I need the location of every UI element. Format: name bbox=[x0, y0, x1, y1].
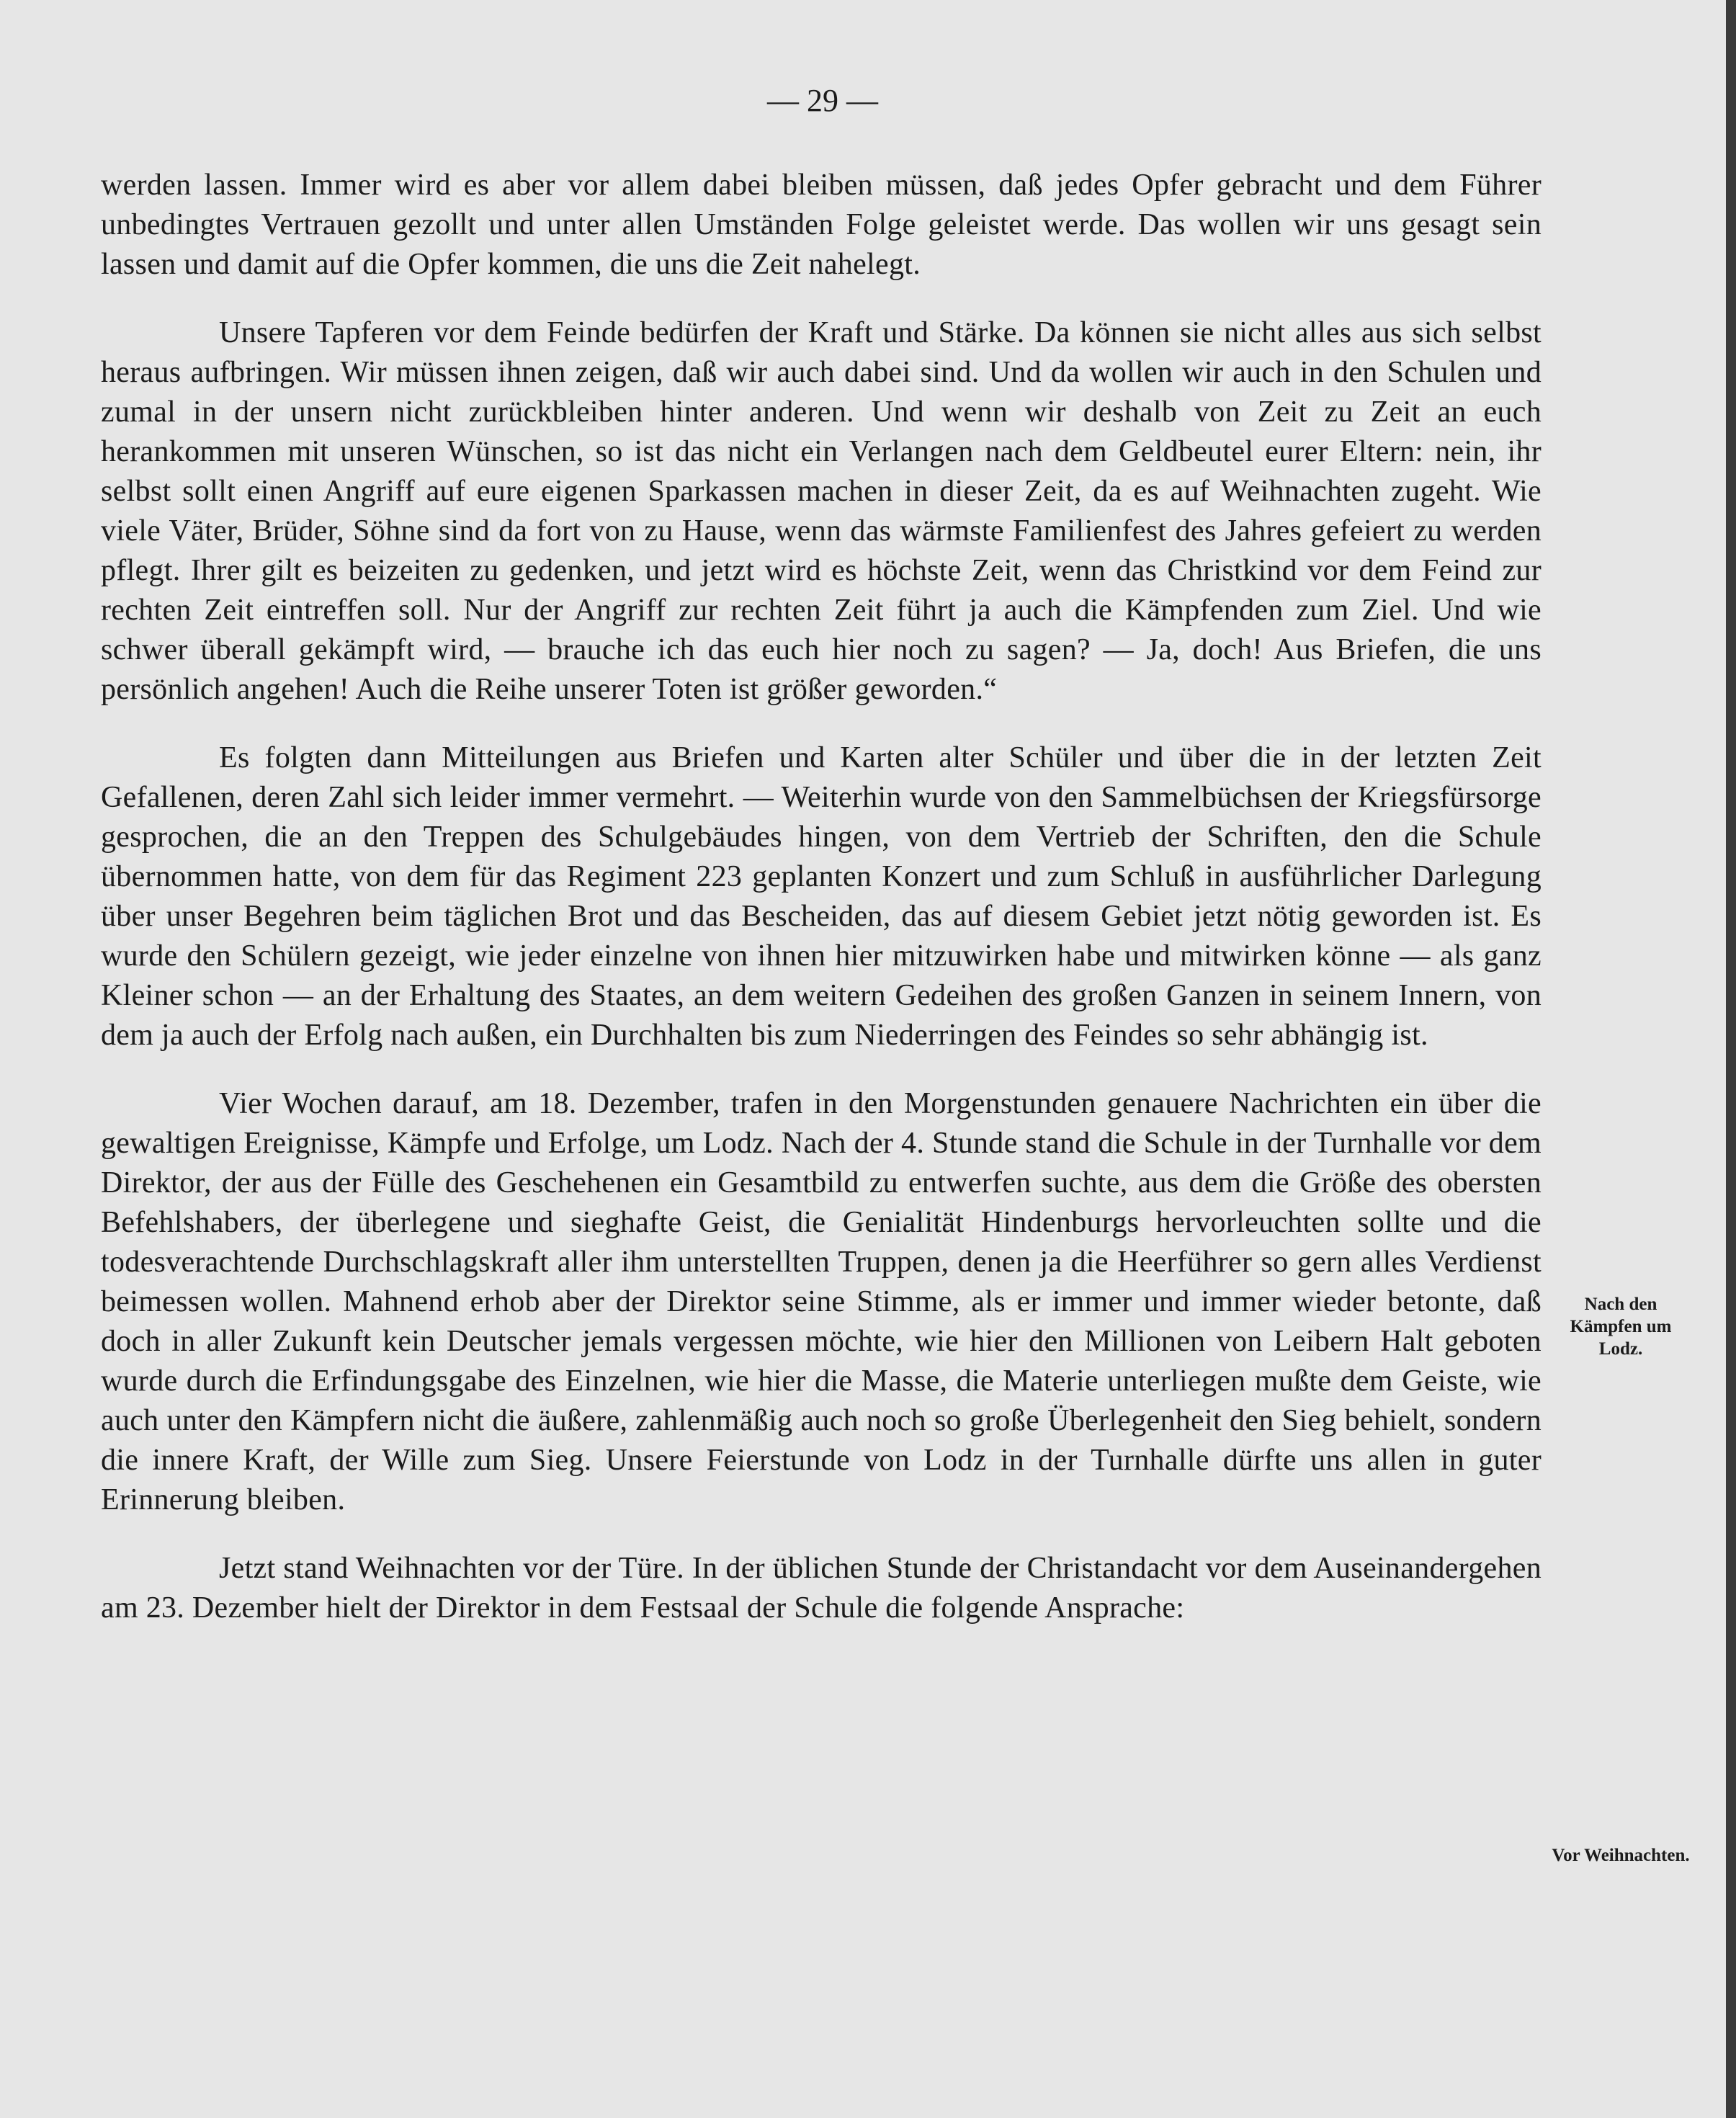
paragraph-1: werden lassen. Immer wird es aber vor allem dabei bleiben müssen, daß jedes Opfer gebracht und dem Führer unbedingtes Vertrauen gezollt und unter allen Umständen Folge geleistet werde. Das wollen wir uns gesagt sein lassen und damit auf die Opfer kommen, die uns die Zeit nahelegt. bbox=[101, 169, 1542, 281]
margin-note-lodz: Nach den Kämpfen um Lodz. bbox=[1570, 1295, 1672, 1359]
page-number: — 29 — bbox=[767, 83, 878, 118]
paragraph-4: Vier Wochen darauf, am 18. Dezember, trafen in den Morgenstunden genauere Nachrichten ein über die gewaltigen Ereignisse, Kämpfe und Erfolge, um Lodz. Nach der 4. Stunde stand die Schule in der Turnhalle vor dem Direktor, der aus der Fülle des Geschehenen ein Gesamtbild zu entwerfen suchte, aus dem die Größe des obersten Befehlshabers, der überlegene und sieghafte Geist, die Genialität Hindenburgs hervorleuchten sollte und die todesverachtende Durchschlagskraft aller ihm unterstellten Truppen, denen ja die Heerführer so gern alles Verdienst beimessen wollen. Mahnend erhob aber der Direktor seine Stimme, als er immer und immer wieder betonte, daß doch in aller Zukunft kein Deutscher jemals vergessen möchte, wie hier den Millionen von Leibern Halt geboten wurde durch die Erfindungsgabe des Einzelnen, wie hier die Masse, die Materie unterliegen mußte dem Geiste, wie auch unter den Kämpfern nicht die äußere, zahlenmäßig auch noch so große Überlegenheit den Sieg behielt, sondern die innere Kraft, der Wille zum Sieg. Unsere Feierstunde von Lodz in der Turnhalle dürfte uns allen in guter Erinnerung bleiben. bbox=[101, 1087, 1542, 1516]
paragraph-5: Jetzt stand Weihnachten vor der Türe. In der üblichen Stunde der Christandacht vor dem Auseinandergehen am 23. Dezember hielt der Direktor in dem Festsaal der Schule die folgende Ansprache: bbox=[101, 1552, 1542, 1625]
paragraph-3: Es folgten dann Mitteilungen aus Briefen und Karten alter Schüler und über die in der letzten Zeit Gefallenen, deren Zahl sich leider immer vermehrt. — Weiterhin wurde von den Sammelbüchsen der Kriegsfürsorge gesprochen, die an den Treppen des Schulgebäudes hingen, von dem Vertrieb der Schriften, den die Schule übernommen hatte, von dem für das Regiment 223 geplanten Konzert und zum Schluß in ausführlicher Darlegung über unser Begehren beim täglichen Brot und das Bescheiden, das auf diesem Gebiet jetzt nötig geworden ist. Es wurde den Schülern gezeigt, wie jeder einzelne von ihnen hier mitzuwirken habe und mitwirken könne — als ganz Kleiner schon — an der Erhaltung des Staates, an dem weitern Gedeihen des großen Ganzen in seinem Innern, von dem ja auch der Erfolg nach außen, ein Durchhalten bis zum Niederringen des Feindes so sehr abhängig ist. bbox=[101, 741, 1542, 1052]
margin-note-weihnachten: Vor Weihnachten. bbox=[1552, 1846, 1690, 1865]
body-text bbox=[101, 166, 1542, 1657]
paragraph-2: Unsere Tapferen vor dem Feinde bedürfen der Kraft und Stärke. Da können sie nicht alles aus sich selbst heraus aufbringen. Wir müssen ihnen zeigen, daß wir auch dabei sind. Und da wollen wir auch in den Schulen und zumal in der unsern nicht zurückbleiben hinter anderen. Und wenn wir deshalb von Zeit zu Zeit an euch herankommen mit unseren Wünschen, so ist das nicht ein Verlangen nach dem Geldbeutel eurer Eltern: nein, ihr selbst sollt einen Angriff auf eure eigenen Sparkassen machen in dieser Zeit, da es auf Weihnachten zugeht. Wie viele Väter, Brüder, Söhne sind da fort von zu Hause, wenn das wärmste Familienfest des Jahres gefeiert zu werden pflegt. Ihrer gilt es beizeiten zu gedenken, und jetzt wird es höchste Zeit, wenn das Christkind vor dem Feind zur rechten Zeit eintreffen soll. Nur der Angriff zur rechten Zeit führt ja auch die Kämpfenden zum Ziel. Und wie schwer überall gekämpft wird, — brauche ich das euch hier noch zu sagen? — Ja, doch! Aus Briefen, die uns persönlich angehen! Auch die Reihe unserer Toten ist größer geworden.“ bbox=[101, 316, 1542, 706]
